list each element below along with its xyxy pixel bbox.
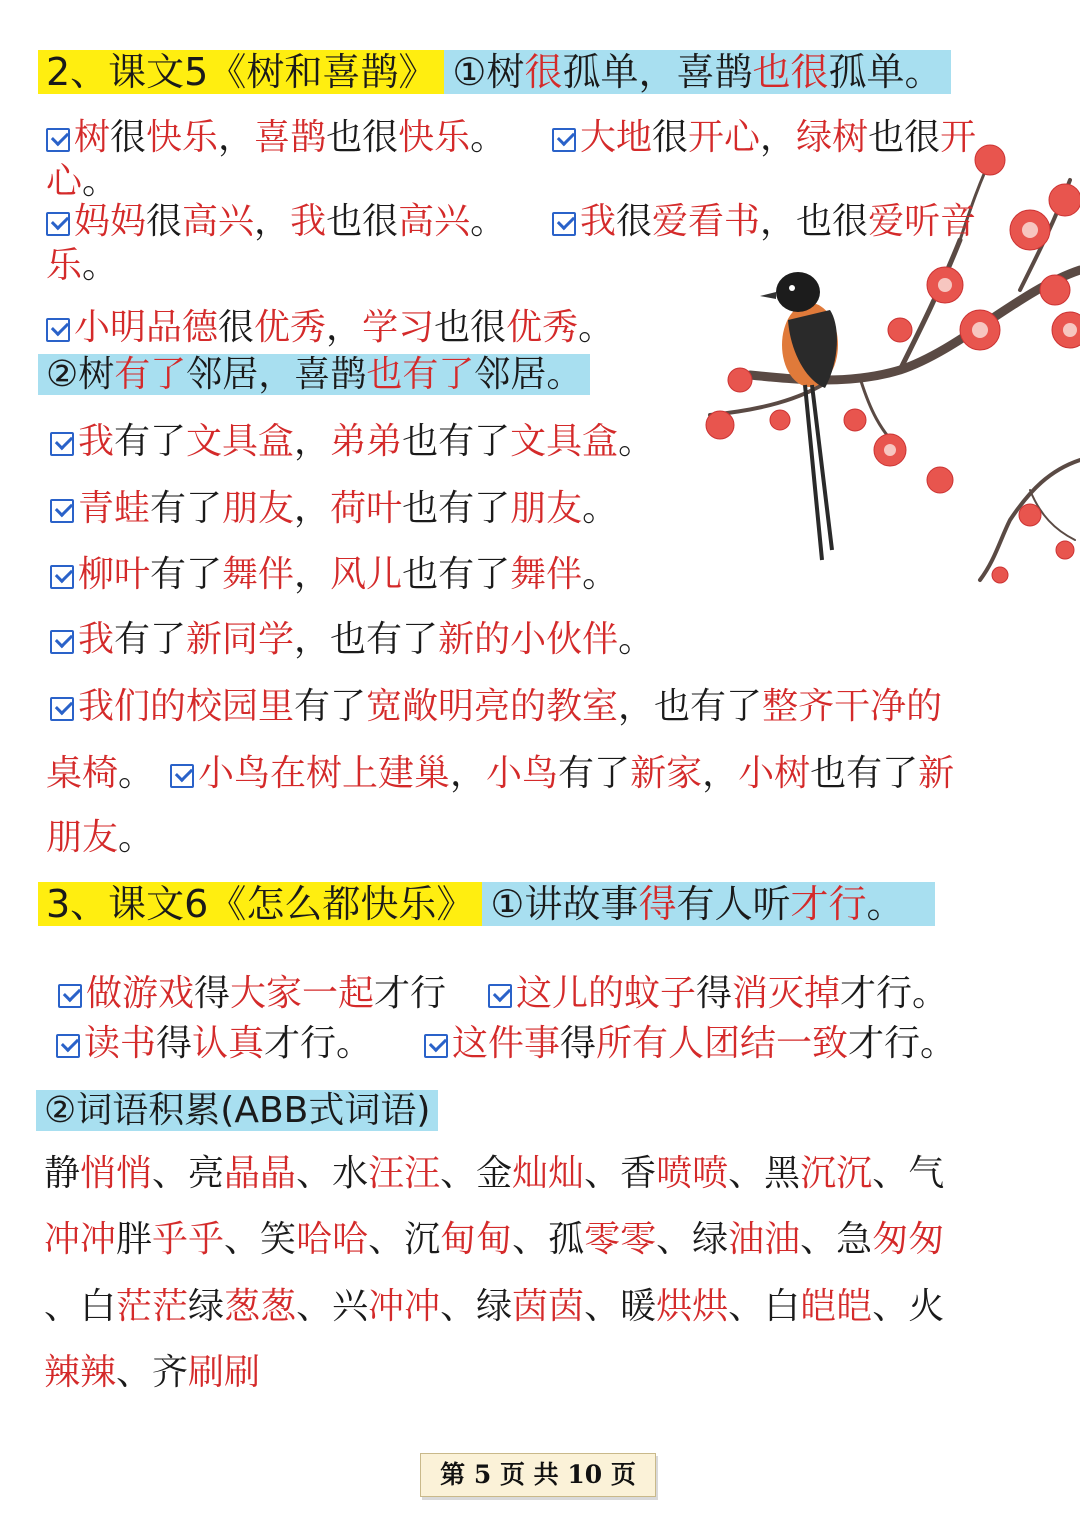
text-run: 很 bbox=[652, 117, 689, 158]
text-run: 。 bbox=[578, 307, 615, 348]
text-run: 大地 bbox=[580, 117, 653, 158]
text-run: 妈妈 bbox=[74, 201, 147, 242]
example-line bbox=[170, 752, 954, 796]
checkbox-icon bbox=[50, 565, 74, 589]
vocabulary-line bbox=[44, 1351, 260, 1395]
checkbox-icon bbox=[58, 984, 82, 1008]
text-run: 。 bbox=[82, 161, 119, 202]
text-run: ， bbox=[760, 117, 797, 158]
example-line bbox=[424, 1022, 956, 1066]
text-run: 大家一起 bbox=[230, 973, 375, 1014]
checkbox-icon bbox=[50, 499, 74, 523]
text-run: 甸甸 bbox=[440, 1219, 513, 1260]
text-run: ， bbox=[702, 753, 739, 794]
text-run: 、暖 bbox=[584, 1286, 657, 1327]
text-run: 开心 bbox=[688, 117, 761, 158]
example-line-continuation bbox=[46, 816, 154, 860]
checkbox-icon bbox=[46, 318, 70, 342]
text-run: 新 bbox=[918, 753, 955, 794]
text-run: 、亮 bbox=[152, 1153, 225, 1194]
text-run: 这件事 bbox=[452, 1023, 561, 1064]
text-run: 乎乎 bbox=[152, 1219, 225, 1260]
example-line bbox=[552, 116, 976, 160]
text-run: 很 bbox=[524, 50, 563, 94]
pattern-2-header bbox=[38, 350, 590, 400]
text-run: 很 bbox=[616, 201, 653, 242]
text-run: 树 bbox=[74, 117, 111, 158]
text-run: 、黑 bbox=[728, 1153, 801, 1194]
text-run: 绿 bbox=[188, 1286, 225, 1327]
text-run: 。 bbox=[118, 817, 155, 858]
text-run: 也很 bbox=[868, 117, 941, 158]
text-run: 有了 bbox=[558, 753, 631, 794]
text-run: 、沉 bbox=[368, 1219, 441, 1260]
text-run: 心 bbox=[46, 161, 83, 202]
text-run: 烘烘 bbox=[656, 1286, 729, 1327]
text-run: 荷叶 bbox=[330, 488, 403, 529]
example-line bbox=[552, 200, 976, 244]
checkbox-icon bbox=[46, 128, 70, 152]
text-run: ①树 bbox=[452, 50, 525, 94]
text-run: ， bbox=[326, 307, 363, 348]
pattern-1-sentence bbox=[482, 882, 934, 926]
text-run: ，也有了 bbox=[294, 619, 439, 660]
text-run: 喷喷 bbox=[656, 1153, 729, 1194]
checkbox-icon bbox=[56, 1034, 80, 1058]
text-run: 得 bbox=[194, 973, 231, 1014]
text-run: 高兴 bbox=[398, 201, 471, 242]
text-run: 茵茵 bbox=[512, 1286, 585, 1327]
text-run: 很 bbox=[110, 117, 147, 158]
text-run: 喜鹊 bbox=[254, 117, 327, 158]
text-run: ， bbox=[450, 753, 487, 794]
text-run: 也很 bbox=[326, 201, 399, 242]
text-run: 爱听音 bbox=[868, 201, 977, 242]
text-run: 新同学 bbox=[186, 619, 295, 660]
text-run: 快乐 bbox=[398, 117, 471, 158]
text-run: 、孤 bbox=[512, 1219, 585, 1260]
text-run: 开 bbox=[940, 117, 977, 158]
text-run: 零零 bbox=[584, 1219, 657, 1260]
text-run: 也有了 bbox=[402, 488, 511, 529]
text-run: 青蛙 bbox=[78, 488, 151, 529]
text-run: 辣辣 bbox=[44, 1352, 117, 1393]
text-run: 宽敞明亮的教室 bbox=[366, 686, 619, 727]
text-run: 沉沉 bbox=[800, 1153, 873, 1194]
text-run: 风儿 bbox=[330, 554, 403, 595]
text-run: 汪汪 bbox=[368, 1153, 441, 1194]
text-run: 也很 bbox=[326, 117, 399, 158]
text-run: 柳叶 bbox=[78, 554, 151, 595]
checkbox-icon bbox=[50, 432, 74, 456]
text-run: 舞伴 bbox=[222, 554, 295, 595]
text-run: 、水 bbox=[296, 1153, 369, 1194]
text-run: 。 bbox=[866, 882, 905, 926]
text-run: 、火 bbox=[872, 1286, 945, 1327]
text-run: 也有了 bbox=[402, 554, 511, 595]
text-run: 消灭掉 bbox=[732, 973, 841, 1014]
text-run: 也有了 bbox=[366, 354, 475, 395]
text-run: 、白 bbox=[44, 1286, 117, 1327]
text-run: 。 bbox=[618, 619, 655, 660]
text-run: 整齐干净的 bbox=[762, 686, 943, 727]
text-run: ①讲故事 bbox=[490, 882, 639, 926]
vocabulary-line bbox=[44, 1152, 944, 1196]
text-run: 才行。 bbox=[840, 973, 949, 1014]
text-run: 有了 bbox=[114, 619, 187, 660]
text-run: 文具盒 bbox=[186, 421, 295, 462]
text-run: 小树 bbox=[738, 753, 811, 794]
text-run: 胖 bbox=[116, 1219, 153, 1260]
text-run: 冲冲 bbox=[368, 1286, 441, 1327]
text-run: 弟弟 bbox=[330, 421, 403, 462]
text-run: ， bbox=[294, 421, 331, 462]
example-line bbox=[50, 618, 654, 662]
text-run: 很 bbox=[146, 201, 183, 242]
text-run: 、笑 bbox=[224, 1219, 297, 1260]
checkbox-icon bbox=[170, 764, 194, 788]
text-run: 有了 bbox=[150, 488, 223, 529]
checkbox-icon bbox=[552, 212, 576, 236]
text-run: 、兴 bbox=[296, 1286, 369, 1327]
example-line bbox=[46, 306, 614, 350]
text-run: 也有了 bbox=[810, 753, 919, 794]
pattern-1-sentence bbox=[444, 50, 950, 94]
text-run: 。 bbox=[82, 245, 119, 286]
text-run: 茫茫 bbox=[116, 1286, 189, 1327]
text-run: 朋友 bbox=[222, 488, 295, 529]
text-run: 有了 bbox=[114, 421, 187, 462]
text-run: 、急 bbox=[800, 1219, 873, 1260]
example-line bbox=[50, 553, 618, 597]
text-run: 新家 bbox=[630, 753, 703, 794]
text-run: 匆匆 bbox=[872, 1219, 945, 1260]
example-line bbox=[46, 116, 506, 160]
example-line bbox=[50, 420, 654, 464]
text-run: 舞伴 bbox=[510, 554, 583, 595]
section-2-header bbox=[38, 44, 951, 100]
example-line bbox=[488, 972, 948, 1016]
example-line bbox=[56, 1022, 372, 1066]
text-run: 、气 bbox=[872, 1153, 945, 1194]
text-run: 有了 bbox=[150, 554, 223, 595]
text-run: 。 bbox=[582, 488, 619, 529]
section-3-header bbox=[38, 876, 935, 932]
text-run: 。 bbox=[618, 421, 655, 462]
section-3-title: 3、课文6《怎么都快乐》 bbox=[38, 882, 482, 926]
text-run: 新的小伙伴 bbox=[438, 619, 619, 660]
text-run: 得 bbox=[560, 1023, 597, 1064]
text-run: 我 bbox=[78, 619, 115, 660]
text-run: 才行。 bbox=[848, 1023, 957, 1064]
text-run: 认真 bbox=[192, 1023, 265, 1064]
text-run: 孤单，喜鹊 bbox=[562, 50, 753, 94]
text-run: 得 bbox=[156, 1023, 193, 1064]
text-run: 乐 bbox=[46, 245, 83, 286]
text-run: 也有了 bbox=[402, 421, 511, 462]
checkbox-icon bbox=[50, 697, 74, 721]
text-run: 葱葱 bbox=[224, 1286, 297, 1327]
vocabulary-line bbox=[44, 1218, 944, 1262]
text-run: 邻居。 bbox=[474, 354, 583, 395]
text-run: 。 bbox=[470, 117, 507, 158]
text-run: 。 bbox=[582, 554, 619, 595]
text-run: 得 bbox=[696, 973, 733, 1014]
text-run: 我 bbox=[290, 201, 327, 242]
text-run: 、绿 bbox=[440, 1286, 513, 1327]
pattern-2-header bbox=[36, 1084, 438, 1138]
example-line bbox=[58, 972, 446, 1016]
text-run: 快乐 bbox=[146, 117, 219, 158]
vocabulary-heading: ②词语积累(ABB式词语) bbox=[36, 1090, 438, 1131]
example-line-continuation bbox=[46, 244, 118, 288]
text-run: 晶晶 bbox=[224, 1153, 297, 1194]
text-run: 很 bbox=[218, 307, 255, 348]
text-run: 我们的校园里 bbox=[78, 686, 295, 727]
text-run: 绿树 bbox=[796, 117, 869, 158]
text-run: ，也有了 bbox=[618, 686, 763, 727]
text-run: 高兴 bbox=[182, 201, 255, 242]
text-run: 得 bbox=[638, 882, 677, 926]
text-run: 孤单。 bbox=[828, 50, 943, 94]
example-line-continuation bbox=[46, 752, 154, 796]
text-run: ， bbox=[218, 117, 255, 158]
example-line bbox=[46, 200, 506, 244]
page-number-footer: 第 5 页 共 10 页 bbox=[420, 1453, 656, 1497]
text-run: 才行 bbox=[790, 882, 867, 926]
pattern-2-sentence bbox=[38, 354, 590, 395]
text-run: 这儿的蚊子 bbox=[516, 973, 697, 1014]
example-line bbox=[50, 487, 618, 531]
text-run: 油油 bbox=[728, 1219, 801, 1260]
checkbox-icon bbox=[424, 1034, 448, 1058]
text-run: 我 bbox=[580, 201, 617, 242]
text-run: 桌椅 bbox=[46, 753, 119, 794]
text-run: 冲冲 bbox=[44, 1219, 117, 1260]
text-run: 有了 bbox=[114, 354, 187, 395]
text-run: 有了 bbox=[294, 686, 367, 727]
checkbox-icon bbox=[50, 630, 74, 654]
text-run: 、香 bbox=[584, 1153, 657, 1194]
text-run: 才行 bbox=[374, 973, 447, 1014]
text-run: 也很 bbox=[752, 50, 829, 94]
text-run: 灿灿 bbox=[512, 1153, 585, 1194]
text-run: 爱看书 bbox=[652, 201, 761, 242]
text-run: 、金 bbox=[440, 1153, 513, 1194]
text-run: 刷刷 bbox=[188, 1352, 261, 1393]
checkbox-icon bbox=[488, 984, 512, 1008]
text-run: 读书 bbox=[84, 1023, 157, 1064]
text-run: 做游戏 bbox=[86, 973, 195, 1014]
text-run: 、齐 bbox=[116, 1352, 189, 1393]
text-run: ，也很 bbox=[760, 201, 869, 242]
text-run: 。 bbox=[118, 753, 155, 794]
checkbox-icon bbox=[552, 128, 576, 152]
text-run: 也很 bbox=[434, 307, 507, 348]
section-2-title: 2、课文5《树和喜鹊》 bbox=[38, 50, 444, 94]
text-run: 小鸟在树上建巢 bbox=[198, 753, 451, 794]
text-run: 悄悄 bbox=[80, 1153, 153, 1194]
text-run: ， bbox=[294, 488, 331, 529]
example-line bbox=[50, 685, 942, 729]
text-run: 邻居，喜鹊 bbox=[186, 354, 367, 395]
text-run: 朋友 bbox=[46, 817, 119, 858]
text-run: 、绿 bbox=[656, 1219, 729, 1260]
text-run: 。 bbox=[470, 201, 507, 242]
text-run: 朋友 bbox=[510, 488, 583, 529]
text-run: 皑皑 bbox=[800, 1286, 873, 1327]
text-run: 小明品德 bbox=[74, 307, 219, 348]
text-run: 我 bbox=[78, 421, 115, 462]
text-run: 学习 bbox=[362, 307, 435, 348]
text-run: 有人听 bbox=[676, 882, 791, 926]
text-run: 文具盒 bbox=[510, 421, 619, 462]
text-run: 才行。 bbox=[264, 1023, 373, 1064]
text-run: 优秀 bbox=[254, 307, 327, 348]
example-line-continuation bbox=[46, 160, 118, 204]
text-run: 优秀 bbox=[506, 307, 579, 348]
text-run: 静 bbox=[44, 1153, 81, 1194]
text-run: ， bbox=[294, 554, 331, 595]
text-run: 哈哈 bbox=[296, 1219, 369, 1260]
text-run: ②树 bbox=[46, 354, 115, 395]
text-run: 小鸟 bbox=[486, 753, 559, 794]
text-run: 、白 bbox=[728, 1286, 801, 1327]
text-run: ， bbox=[254, 201, 291, 242]
text-run: 所有人团结一致 bbox=[596, 1023, 849, 1064]
checkbox-icon bbox=[46, 212, 70, 236]
vocabulary-line bbox=[44, 1285, 944, 1329]
